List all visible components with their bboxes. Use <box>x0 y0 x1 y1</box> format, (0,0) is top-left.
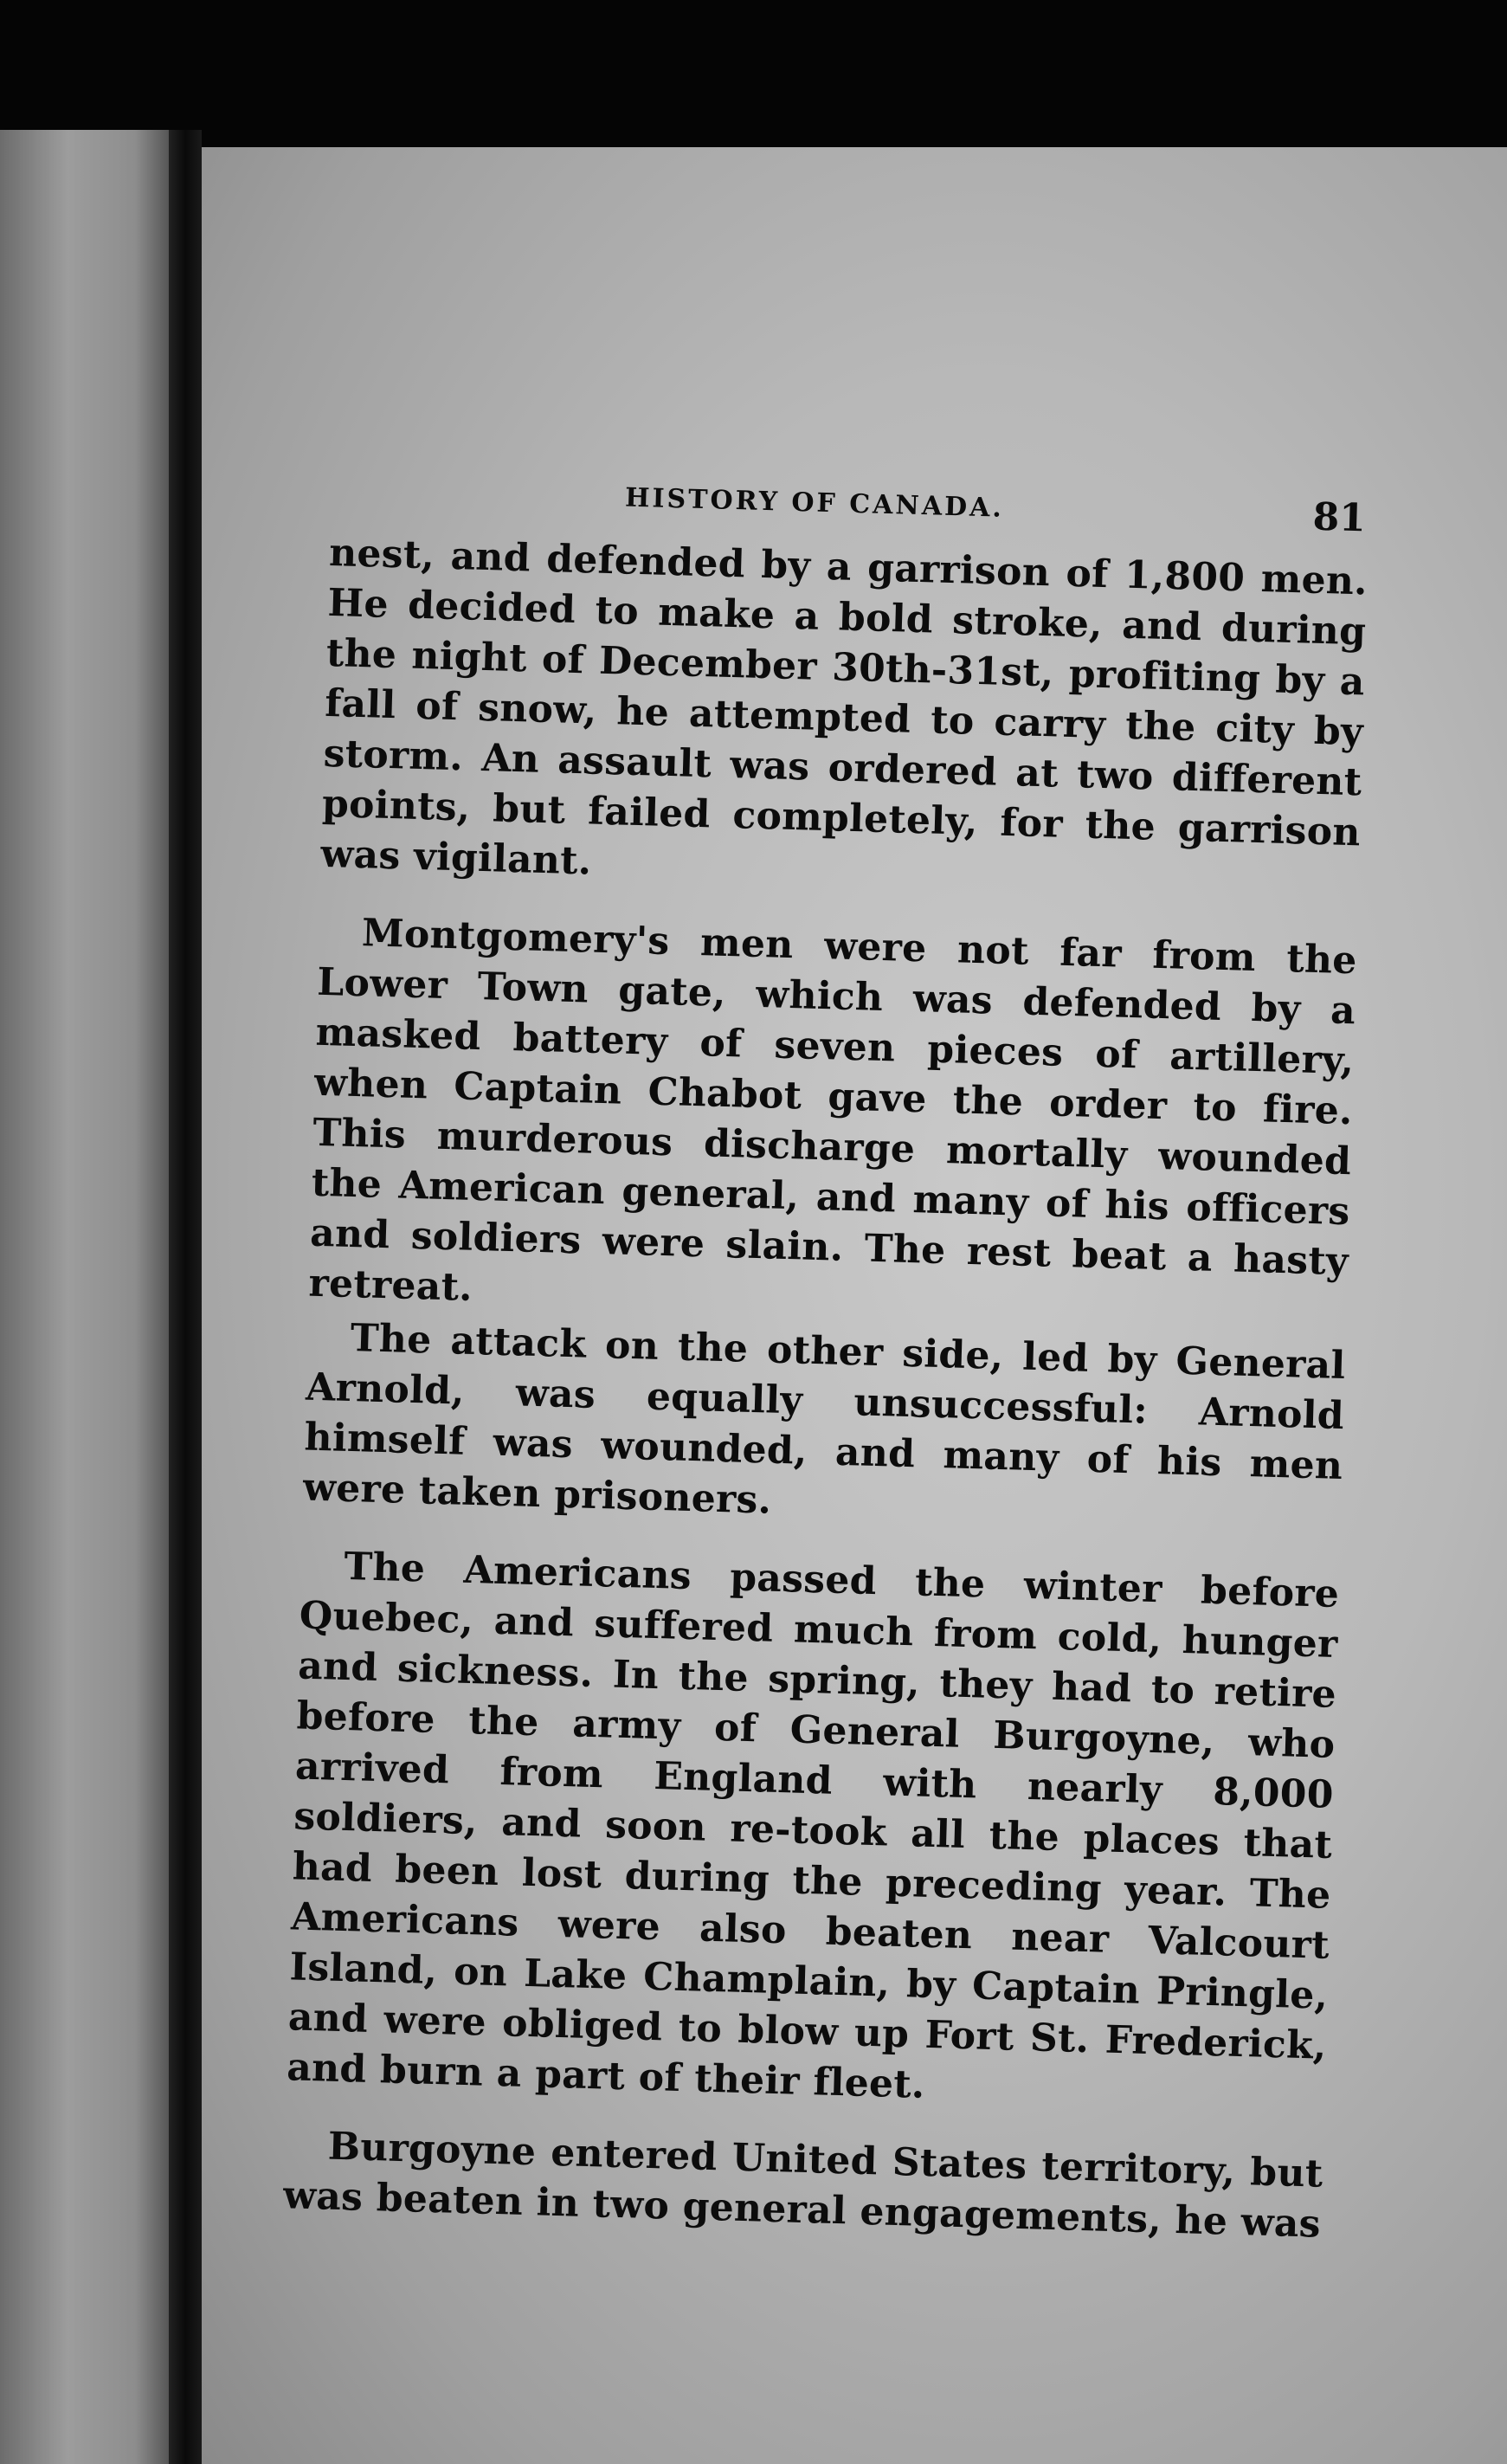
book-page <box>202 147 1507 2464</box>
paragraph-burgoyne: Burgoyne entered United States territory, but was beaten in two general engagements, he was <box>282 2124 1324 2247</box>
paragraph-americans-winter: The Americans passed the winter before Quebec, and suffered much from cold, hunger and sickness. In the spring, they had to retire before the army of General Burgoyne, who arrived from England with nearly 8,000 soldiers, and soon re-took all the places that had been lost during the preceding year. The Americans were also beaten near Valcourt Island, on Lake Champlain, by Captain Pringle, and were obliged to blow up Fort St. Frederick, and burn a part of their fleet. <box>286 1544 1340 2107</box>
running-head: HISTORY OF CANADA. <box>624 482 1005 524</box>
page-content <box>282 468 1370 2278</box>
book-gutter <box>169 130 202 2464</box>
paragraph-arnold: The attack on the other side, led by General Arnold, was equally unsuccessful: Arnold himself was wounded, and many of his men were taken prisoners. <box>302 1316 1347 1523</box>
paragraph-montgomery: Montgomery's men were not far from the Lower Town gate, which was defended by a masked battery of seven pieces of artillery, when Captain Chabot gave the order to fire. This murderous discharge mortally wounded the American general, and many of his officers and soldiers were slain. The rest beat a hasty retreat. <box>307 911 1358 1310</box>
paragraph-continuation: nest, and defended by a garrison of 1,800 men. He decided to make a bold stroke, and during the night of December 30th-31st, profiting by a fall of snow, he attempted to carry the city by storm. An assault was ordered at two different points, but failed completely, for the garrison was vigilant. <box>319 530 1369 884</box>
adjacent-page-edge <box>0 130 169 2464</box>
page-number: 81 <box>1311 494 1367 541</box>
